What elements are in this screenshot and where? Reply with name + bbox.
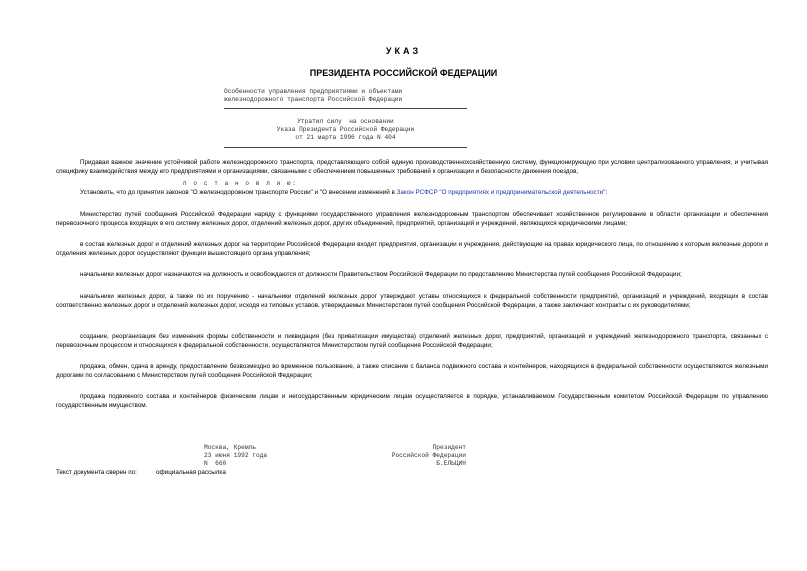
paragraph-appointment: начальники железных дорог назначаются на должность и освобождаются от должности Правительством Российской Федерации по представлению Министерства путей сообщения Российской Федерации; <box>80 271 682 278</box>
document-title: УКАЗ <box>385 46 422 56</box>
header-divider-bottom <box>224 147 467 148</box>
paragraph-composition: в состав железных дорог и отделений железных дорог на территории Российской Федерации входят предприятия, организации и учреждения, действующие на правах юридического лица, по отношению к которым железные дороги и отделения железных дорог осуществляют функции вышестоящего органа управления; <box>56 241 768 257</box>
void-line-1: Утратил силу на основании <box>297 118 394 125</box>
paragraph-reorganization: создание, реорганизация без изменения формы собственности и ликвидация (без приватизации имущества) отделений железных дорог, предприятий, организаций и учреждений железнодорожного транспорта, связанных с перевозочным процессом и относящихся к федеральной собственности, осуществляются Министерством путей сообщения Российской Федерации; <box>56 333 768 349</box>
paragraph-establish: Установить, что до принятия законов "О железнодорожном транспорте России" и "О внесении изменений в Закон РСФСР "О предприятиях и предпринимательской деятельности": <box>80 189 608 196</box>
signing-date: 23 июня 1992 года <box>204 452 268 459</box>
signatory-name: Б.ЕЛЬЦИН <box>436 460 466 467</box>
signatory-title: Президент <box>432 444 466 451</box>
verification-source: официальная рассылка <box>156 469 226 476</box>
header-divider-top <box>224 108 467 109</box>
void-line-3: от 21 марта 1996 года N 404 <box>295 134 396 141</box>
paragraph-sale-exchange: продажа, обмен, сдача в аренду, предоставление безвозмездно во временное пользование, а также списание с баланса подвижного состава и контейнеров, находящихся в федеральной собственности осуществляются железными дорогами по согласованию с Министерством путей сообщения Российской Федерации; <box>56 363 768 379</box>
signatory-country: Российской Федерации <box>391 452 466 459</box>
paragraph-preamble: Придавая важное значение устойчивой работе железнодорожного транспорта, представляющего собой единую производственнохозяйственную систему, функционирующую при условии централизованного управления, и учитывая специфику взаимодействия между его предприятиями и организациями, связанными с обеспечением повышенных требований к организации и безопасности движения поездов, <box>56 159 768 175</box>
void-line-2: Указа Президента Российской Федерации <box>276 126 415 133</box>
law-link[interactable]: Закон РСФСР "О предприятиях и предпринимательской деятельности" <box>396 189 606 196</box>
topic-line-1: Особенности управления предприятиями и объектами <box>224 88 403 95</box>
decree-word: п о с т а н о в л я ю: <box>183 180 298 187</box>
paragraph-ministry: Министерство путей сообщения Российской Федерации наряду с функциями государственного управления железнодорожным транспортом обеспечивает хозяйственное регулирование в области организации и обеспечения перевозочного процесса входящих в его систему железных дорог, отделений железных дорог, других объединений, предприятий, организаций и учреждений, являющихся юридическими лицами; <box>56 211 768 227</box>
paragraph-sale-rolling-stock: продажа подвижного состава и контейнеров физическим лицам и негосударственным юридическим лицам осуществляется в порядке, устанавливаемом Государственным комитетом Российской Федерации по управлению государственным имуществом. <box>56 393 768 409</box>
topic-line-2: железнодорожного транспорта Российской Федерации <box>224 96 403 103</box>
signing-place: Москва, Кремль <box>204 444 256 451</box>
verification-label: Текст документа сверен по: <box>56 469 137 476</box>
decree-number: N 660 <box>204 460 227 467</box>
document-subtitle: ПРЕЗИДЕНТА РОССИЙСКОЙ ФЕДЕРАЦИИ <box>309 68 498 78</box>
paragraph-charters: начальники железных дорог, а также по их поручению - начальники отделений железных дорог утверждают уставы относящихся к федеральной собственности предприятий, организаций и учреждений, входящих в состав соответственно железных дорог и отделений железных дорог, исходя из типовых уставов, утверждаемых Министерством путей сообщения Российской Федерации, а также заключают контракты с их руководителями; <box>56 293 768 309</box>
